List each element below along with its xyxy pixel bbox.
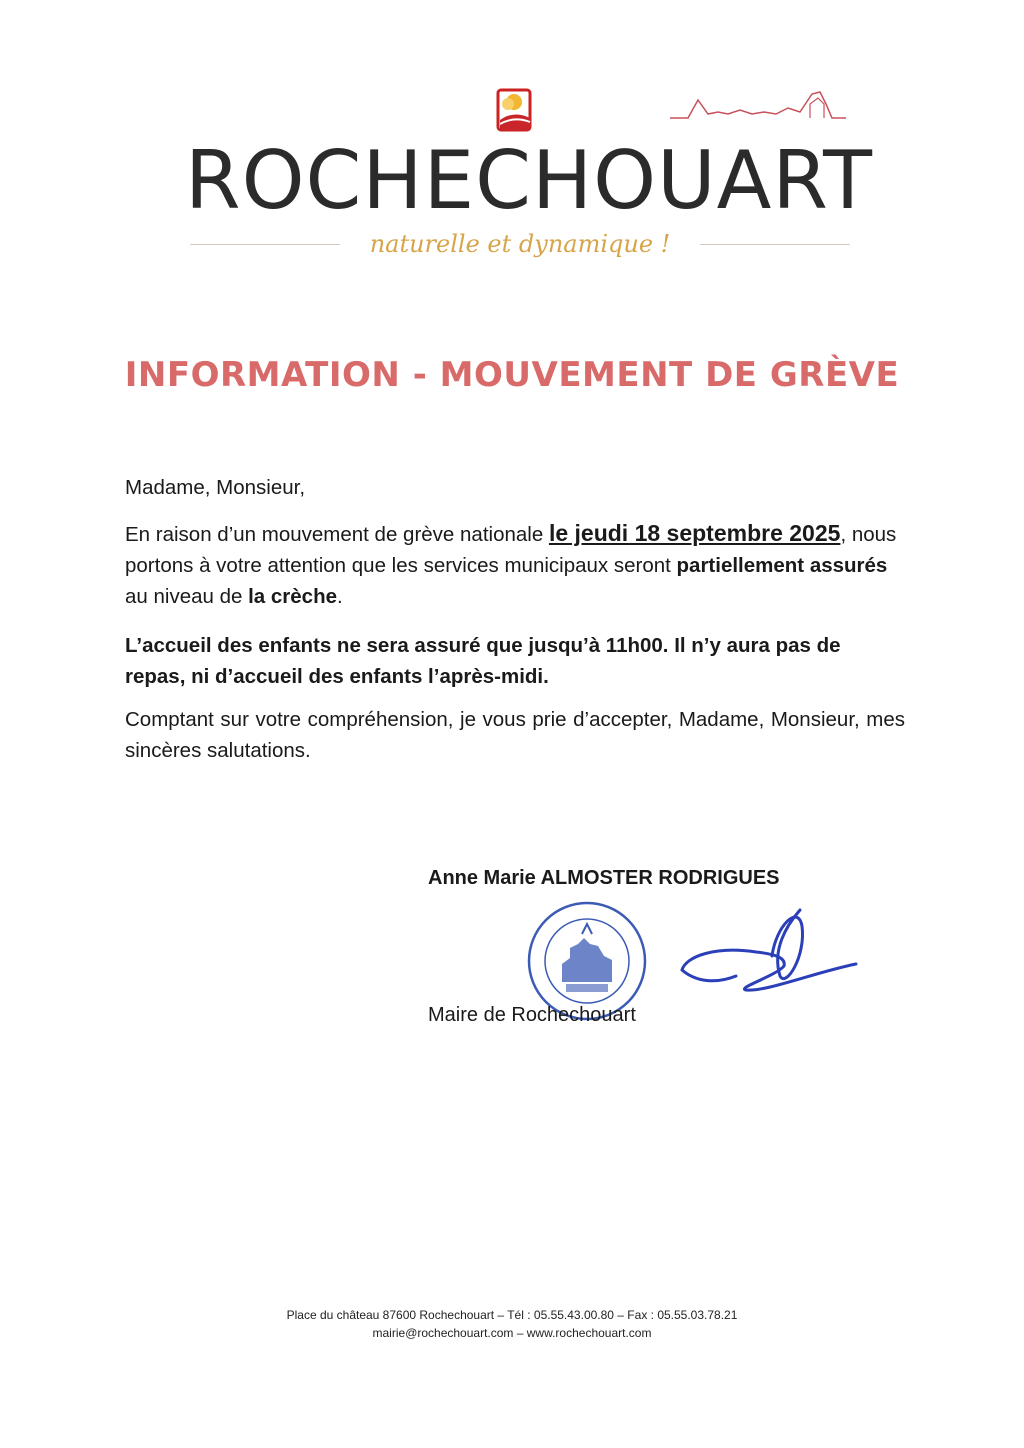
- paragraph-strike-notice: [125, 518, 905, 612]
- p1-text-b: , nous portons à votre attention que les services municipaux seront: [125, 523, 897, 577]
- paragraph-childcare-hours: L’accueil des enfants ne sera assuré que jusqu’à 11h00. Il n’y aura pas de repas, ni d’accueil des enfants l’après-midi.: [125, 634, 841, 688]
- p1-text-a: En raison d’un mouvement de grève nationale: [125, 523, 549, 546]
- handwritten-signature-icon: [676, 896, 862, 1006]
- tagline: naturelle et dynamique !: [369, 230, 671, 258]
- footer: [200, 1306, 824, 1342]
- page-title: INFORMATION - MOUVEMENT DE GRÈVE: [124, 355, 900, 395]
- footer-contact: mairie@rochechouart.com – www.rochechouart.com: [372, 1326, 652, 1340]
- paragraph-closing: Comptant sur votre compréhension, je vous prie d’accepter, Madame, Monsieur, mes sincères salutations.: [125, 708, 905, 762]
- p1-text-c: au niveau de: [125, 585, 249, 608]
- salutation: Madame, Monsieur,: [125, 476, 306, 499]
- town-emblem-icon: [492, 86, 538, 138]
- p1-text-d: .: [337, 585, 343, 608]
- castle-skyline-icon: [668, 84, 848, 128]
- brand-name: ROCHECHOUART: [185, 134, 874, 227]
- tagline-rule-right: [700, 244, 850, 245]
- tagline-rule-left: [190, 244, 340, 245]
- signer-role: Maire de Rochechouart: [428, 1004, 636, 1026]
- tagline-row: [190, 226, 850, 262]
- p1-bold-creche: la crèche: [248, 585, 338, 608]
- footer-address: Place du château 87600 Rochechouart – Tél : 05.55.43.00.80 – Fax : 05.55.03.78.21: [286, 1308, 738, 1322]
- signer-name: Anne Marie ALMOSTER RODRIGUES: [428, 867, 780, 889]
- p1-bold-service: partiellement assurés: [676, 554, 888, 577]
- strike-date: le jeudi 18 septembre 2025: [548, 520, 841, 546]
